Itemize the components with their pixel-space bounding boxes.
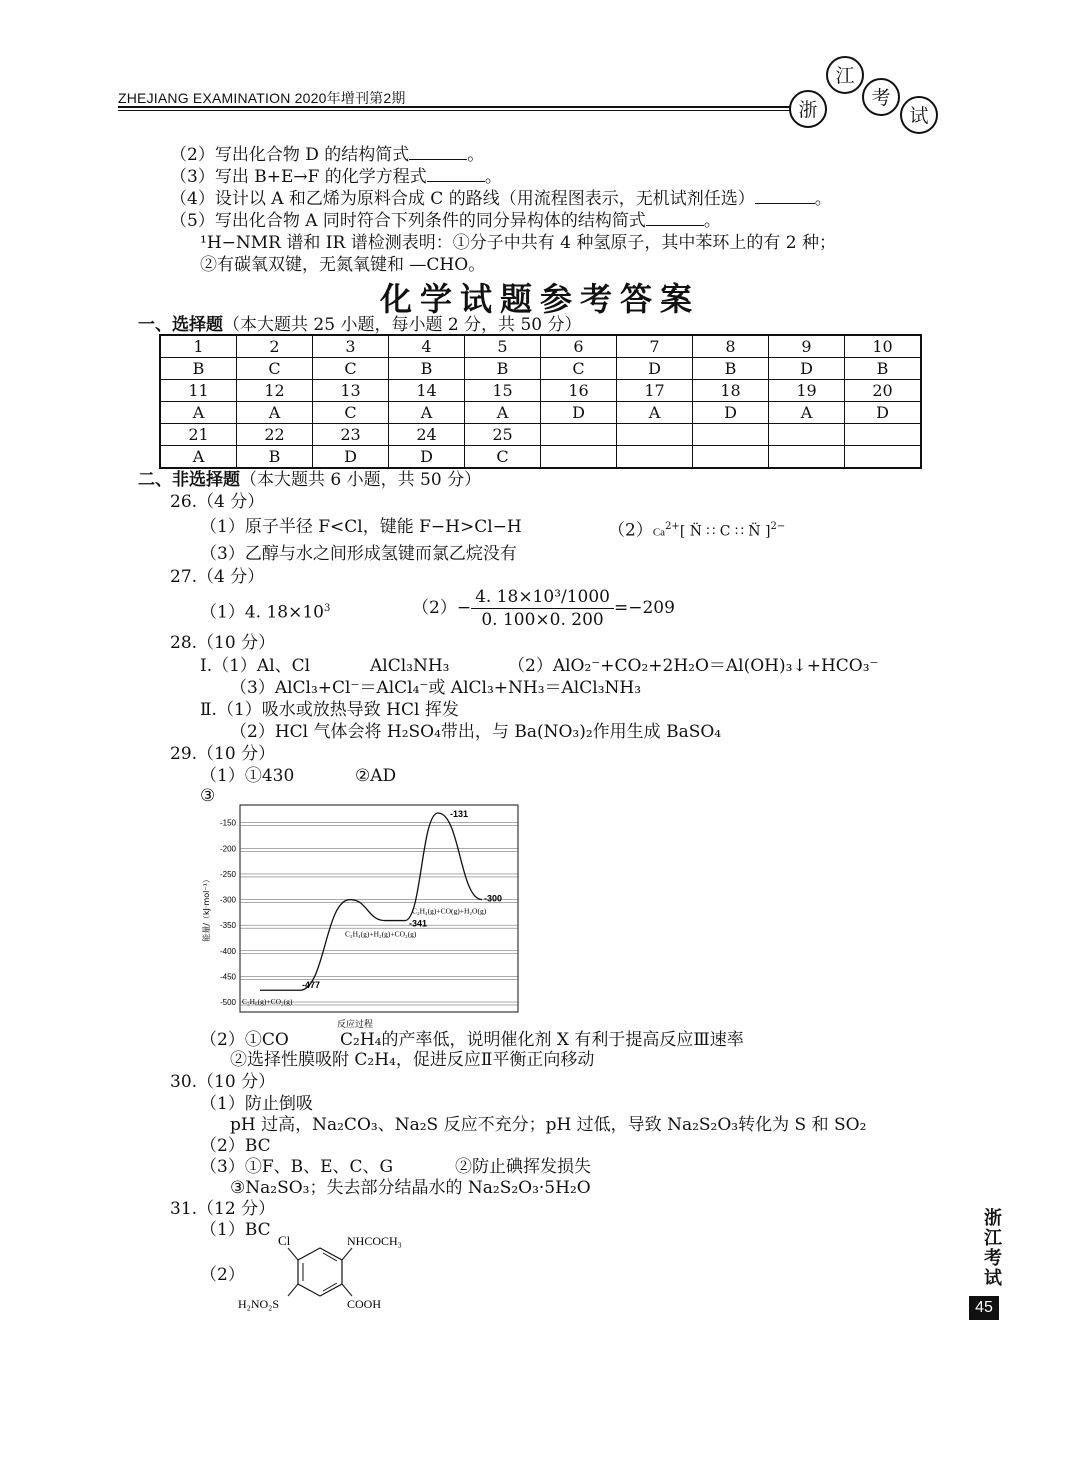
answer-line: ②AD bbox=[355, 766, 397, 786]
table-cell: 13 bbox=[313, 380, 389, 402]
answer-line: （3）乙醇与水之间形成氢键而氯乙烷没有 bbox=[200, 544, 517, 564]
table-cell: B bbox=[389, 358, 465, 380]
table-cell: 18 bbox=[693, 380, 769, 402]
question-line: （3）写出 B+E→F 的化学方程式 。 bbox=[170, 167, 502, 187]
table-cell: 3 bbox=[313, 335, 389, 358]
answer-line: （2）BC bbox=[200, 1136, 271, 1156]
answer-line: ③ bbox=[200, 786, 216, 806]
y-axis-label: 能量/（kJ·mol⁻¹） bbox=[202, 875, 211, 942]
x-axis-label: 反应过程 bbox=[336, 1020, 374, 1030]
nhcoch3-label: NHCOCH₃ bbox=[347, 1234, 402, 1248]
table-cell: C bbox=[313, 402, 389, 424]
page-number: 45 bbox=[969, 1296, 999, 1320]
question-number: 31.（12 分） bbox=[170, 1199, 276, 1219]
table-cell: 19 bbox=[769, 380, 845, 402]
cooh-label: COOH bbox=[347, 1297, 382, 1311]
question-line: ②有碳氧双键，无氮氧键和 —CHO。 bbox=[200, 255, 486, 275]
question-number: 27.（4 分） bbox=[170, 567, 265, 587]
table-cell: 17 bbox=[617, 380, 693, 402]
energy-value-label: -300 bbox=[484, 893, 503, 904]
energy-value-label: -341 bbox=[409, 918, 428, 929]
table-cell: D bbox=[845, 402, 922, 424]
table-cell: C bbox=[237, 358, 313, 380]
table-cell bbox=[541, 424, 617, 446]
answer-line: Ⅱ.（1）吸水或放热导致 HCl 挥发 bbox=[200, 700, 459, 720]
sulfonamide-label: H₂NO₂S bbox=[238, 1297, 280, 1311]
energy-profile-chart bbox=[200, 800, 530, 1030]
y-tick-label: -400 bbox=[219, 946, 236, 956]
lewis-structure: $(2)Ca^{2+}$[ N̈ ∷ C ∷ N̈ ]$^{2-}$ bbox=[608, 520, 786, 541]
table-cell: 22 bbox=[237, 424, 313, 446]
table-cell: D bbox=[693, 402, 769, 424]
table-cell bbox=[845, 424, 922, 446]
answer-line: ③Na₂SO₃；失去部分结晶水的 Na₂S₂O₃·5H₂O bbox=[230, 1178, 591, 1198]
table-cell: 6 bbox=[541, 335, 617, 358]
table-cell: 25 bbox=[465, 424, 541, 446]
table-cell: A bbox=[389, 402, 465, 424]
question-line: （5）写出化合物 A 同时符合下列条件的同分异构体的结构简式 。 bbox=[170, 211, 721, 231]
table-cell bbox=[769, 424, 845, 446]
table-cell: A bbox=[769, 402, 845, 424]
answer-line: pH 过高，Na₂CO₃、Na₂S 反应不充分；pH 过低，导致 Na₂S₂O₃转化为 S 和 SO₂ bbox=[230, 1115, 867, 1135]
table-cell: C bbox=[541, 358, 617, 380]
table-cell: 20 bbox=[845, 380, 922, 402]
energy-value-label: -477 bbox=[302, 980, 321, 991]
seal-char: 试 bbox=[900, 96, 938, 134]
question-number: 26.（4 分） bbox=[170, 492, 265, 512]
journal-header: ZHEJIANG EXAMINATION 2020年增刊第2期 bbox=[118, 90, 406, 106]
table-cell: C bbox=[313, 358, 389, 380]
table-cell: A bbox=[237, 402, 313, 424]
table-cell: A bbox=[617, 402, 693, 424]
side-journal-name: 浙江考试 bbox=[981, 1208, 1002, 1288]
fraction-answer: （2）− $\frac{\text{4. 18×10³/1000}}{0. 100\times 0. 200}$ =−209 bbox=[412, 587, 675, 630]
table-cell: C bbox=[465, 446, 541, 469]
table-row bbox=[160, 380, 921, 402]
question-line: （2）写出化合物 D 的结构简式 。 bbox=[170, 145, 485, 165]
table-cell: D bbox=[389, 446, 465, 469]
table-cell: 23 bbox=[313, 424, 389, 446]
table-cell bbox=[541, 446, 617, 469]
y-tick-label: -300 bbox=[219, 895, 236, 905]
energy-value-label: -131 bbox=[450, 809, 469, 819]
species-label: C₂H₆(g)+CO₂(g) bbox=[242, 997, 293, 1007]
table-cell: A bbox=[160, 446, 237, 469]
answer-line: （1）①430 bbox=[200, 766, 295, 786]
table-row bbox=[160, 424, 921, 446]
table-cell: 14 bbox=[389, 380, 465, 402]
table-cell: B bbox=[160, 358, 237, 380]
answer-line: （3）①F、B、E、C、G bbox=[200, 1157, 394, 1177]
table-cell: 16 bbox=[541, 380, 617, 402]
header-rule bbox=[118, 106, 798, 108]
seal-char: 考 bbox=[862, 78, 900, 116]
question-number: 30.（10 分） bbox=[170, 1072, 276, 1092]
question-number: 28.（10 分） bbox=[170, 633, 276, 653]
table-cell: A bbox=[465, 402, 541, 424]
table-cell: 5 bbox=[465, 335, 541, 358]
question-line: （4）设计以 A 和乙烯为原料合成 C 的路线（用流程图表示，无机试剂任选） 。 bbox=[170, 189, 832, 209]
table-cell: 2 bbox=[237, 335, 313, 358]
answer-line: ②防止碘挥发损失 bbox=[455, 1157, 591, 1177]
answer-line: （2） bbox=[200, 1265, 245, 1285]
page-title: 化学试题参考答案 bbox=[379, 280, 700, 318]
table-cell: B bbox=[465, 358, 541, 380]
cl-label: Cl bbox=[278, 1233, 291, 1248]
table-cell: 7 bbox=[617, 335, 693, 358]
answer-line: （2）AlO₂⁻+CO₂+2H₂O＝Al(OH)₃↓+HCO₃⁻ bbox=[508, 656, 879, 676]
table-cell: 24 bbox=[389, 424, 465, 446]
table-cell: 9 bbox=[769, 335, 845, 358]
table-row bbox=[160, 402, 921, 424]
table-cell: 12 bbox=[237, 380, 313, 402]
table-cell: D bbox=[541, 402, 617, 424]
table-cell: 10 bbox=[845, 335, 922, 358]
table-cell bbox=[845, 446, 922, 469]
table-cell: 1 bbox=[160, 335, 237, 358]
energy-curve bbox=[260, 813, 482, 990]
table-cell bbox=[693, 446, 769, 469]
table-cell: D bbox=[617, 358, 693, 380]
table-cell bbox=[617, 446, 693, 469]
answer-line: （1）4. $18\times 10^3$ bbox=[200, 602, 331, 623]
answer-line: ②选择性膜吸附 C₂H₄，促进反应Ⅱ平衡正向移动 bbox=[230, 1050, 595, 1070]
table-cell: D bbox=[313, 446, 389, 469]
section-heading: 二、非选择题（本大题共 6 小题，共 50 分） bbox=[138, 470, 482, 490]
question-number: 29.（10 分） bbox=[170, 744, 276, 764]
table-cell: 8 bbox=[693, 335, 769, 358]
table-cell: 21 bbox=[160, 424, 237, 446]
answer-line: C₂H₄的产率低，说明催化剂 X 有利于提高反应Ⅲ速率 bbox=[340, 1030, 744, 1050]
y-tick-label: -450 bbox=[219, 972, 236, 982]
table-cell: 11 bbox=[160, 380, 237, 402]
answer-table bbox=[159, 334, 922, 469]
answer-line: Ⅰ.（1）Al、Cl bbox=[200, 656, 311, 676]
species-label: C₂H₄(g)+CO(g)+H₂O(g) bbox=[412, 906, 487, 916]
answer-line: （2）①CO bbox=[200, 1030, 289, 1050]
answer-line: （1）防止倒吸 bbox=[200, 1094, 313, 1114]
answer-line: （1）原子半径 F<Cl，键能 F−H>Cl−H bbox=[200, 517, 522, 537]
table-cell bbox=[617, 424, 693, 446]
y-tick-label: -350 bbox=[219, 921, 236, 931]
table-cell: 15 bbox=[465, 380, 541, 402]
table-cell: B bbox=[237, 446, 313, 469]
seal-char: 浙 bbox=[789, 90, 827, 128]
y-tick-label: -500 bbox=[219, 998, 236, 1007]
seal-char: 江 bbox=[826, 56, 864, 94]
y-tick-label: -250 bbox=[219, 869, 236, 879]
table-row bbox=[160, 358, 921, 380]
table-cell: B bbox=[693, 358, 769, 380]
header-rule-thin bbox=[118, 110, 798, 111]
answer-line: （2）HCl 气体会将 H₂SO₄带出，与 Ba(NO₃)₂作用生成 BaSO₄ bbox=[230, 722, 722, 742]
table-row bbox=[160, 335, 921, 358]
answer-line: AlCl₃NH₃ bbox=[370, 656, 450, 676]
table-cell: 4 bbox=[389, 335, 465, 358]
table-row bbox=[160, 446, 921, 469]
y-tick-label: -150 bbox=[219, 818, 236, 828]
answer-line: （3）AlCl₃+Cl⁻＝AlCl₄⁻或 AlCl₃+NH₃＝AlCl₃NH₃ bbox=[230, 678, 642, 698]
benzene-structure bbox=[230, 1232, 430, 1320]
table-cell bbox=[693, 424, 769, 446]
species-label: C₂H₄(g)+H₂(g)+CO₂(g) bbox=[345, 929, 417, 939]
question-line: ¹H−NMR 谱和 IR 谱检测表明：①分子中共有 4 种氢原子，其中苯环上的有 2 种； bbox=[200, 233, 836, 253]
answer-line: （1）BC bbox=[200, 1220, 271, 1240]
table-cell: A bbox=[160, 402, 237, 424]
table-cell bbox=[769, 446, 845, 469]
section-heading: 一、选择题（本大题共 25 小题，每小题 2 分，共 50 分） bbox=[138, 315, 582, 335]
y-tick-label: -200 bbox=[219, 844, 236, 854]
table-cell: D bbox=[769, 358, 845, 380]
table-cell: B bbox=[845, 358, 922, 380]
